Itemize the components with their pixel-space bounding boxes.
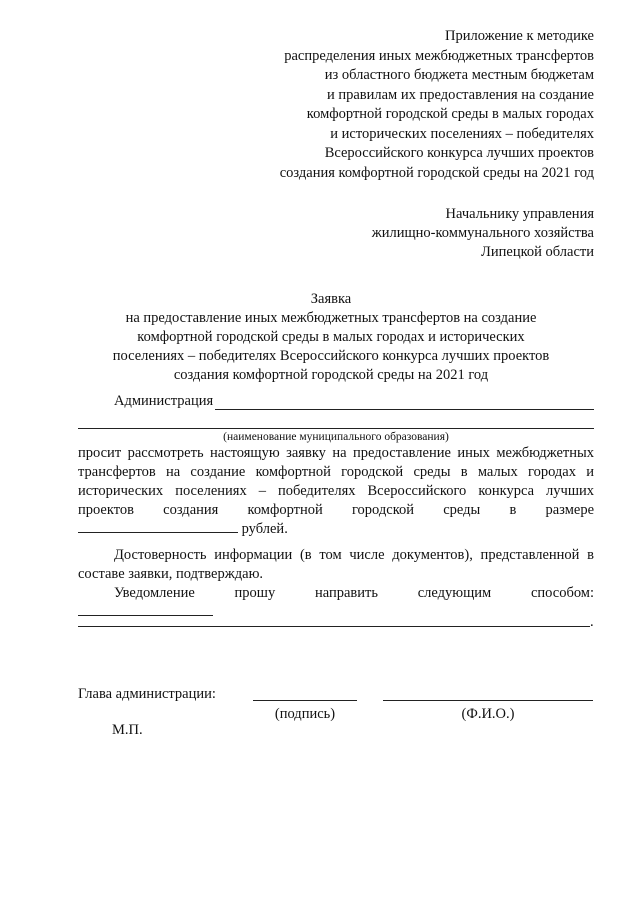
request-line: проектов создания комфортной городской среды в размере bbox=[78, 502, 594, 518]
appendix-line: комфортной городской среды в малых городах bbox=[306, 106, 594, 122]
notification-paragraph bbox=[78, 584, 594, 622]
appendix-line: Приложение к методике bbox=[445, 28, 594, 44]
request-line: исторических поселениях – победителях Всероссийского конкурса лучших bbox=[78, 483, 594, 499]
title-heading: Заявка bbox=[310, 291, 352, 307]
municipality-fill-line[interactable] bbox=[78, 428, 594, 429]
request-line: трансфертов на создание комфортной городской среды в малых городах и bbox=[78, 464, 594, 480]
appendix-line: из областного бюджета местным бюджетам bbox=[324, 67, 594, 83]
confirmation-line: составе заявки, подтверждаю. bbox=[78, 566, 264, 582]
addressee-block bbox=[372, 205, 594, 262]
notification-fill-line-long[interactable] bbox=[78, 626, 590, 627]
request-line: просит рассмотреть настоящую заявку на предоставление иных межбюджетных bbox=[78, 445, 594, 461]
name-fill-line[interactable] bbox=[383, 700, 593, 701]
addressee-line: Начальнику управления bbox=[445, 206, 594, 222]
administration-row bbox=[78, 393, 594, 410]
appendix-line: и правилам их предоставления на создание bbox=[326, 86, 594, 103]
notification-line bbox=[78, 584, 594, 603]
signature-caption: (подпись) bbox=[274, 706, 336, 722]
stamp-place-label: М.П. bbox=[112, 722, 143, 738]
request-paragraph bbox=[78, 444, 594, 539]
title-line: комфортной городской среды в малых городах и исторических bbox=[137, 329, 525, 345]
title-line: на предоставление иных межбюджетных трансфертов на создание bbox=[125, 310, 537, 326]
notification-fill-row bbox=[78, 603, 594, 622]
appendix-line: создания комфортной городской среды на 2021 год bbox=[279, 164, 594, 181]
confirmation-line: Достоверность информации (в том числе документов), представленной в bbox=[114, 547, 594, 563]
name-caption: (Ф.И.О.) bbox=[461, 706, 515, 722]
appendix-line: распределения иных межбюджетных трансфертов bbox=[284, 47, 594, 64]
notification-end-period: . bbox=[590, 614, 594, 630]
amount-suffix: рублей. bbox=[241, 521, 288, 537]
title-line: поселениях – победителях Всероссийского конкурса лучших проектов bbox=[112, 348, 550, 364]
signature-label: Глава администрации: bbox=[78, 686, 216, 702]
appendix-line: и исторических поселениях – победителях bbox=[330, 125, 594, 142]
notification-text: Уведомление прошу направить следующим способом: bbox=[114, 585, 594, 601]
confirmation-paragraph bbox=[78, 546, 594, 584]
appendix-line: Всероссийского конкурса лучших проектов bbox=[324, 145, 594, 161]
addressee-line: Липецкой области bbox=[481, 244, 594, 260]
signature-fill-line[interactable] bbox=[253, 700, 357, 701]
municipality-caption: (наименование муниципального образования) bbox=[223, 431, 449, 443]
document-title bbox=[46, 290, 616, 385]
administration-fill-line[interactable] bbox=[215, 395, 594, 410]
title-line: создания комфортной городской среды на 2021 год bbox=[173, 367, 489, 383]
notification-fill-line-short[interactable] bbox=[78, 603, 213, 616]
amount-fill-line[interactable] bbox=[78, 520, 238, 533]
appendix-note bbox=[280, 27, 594, 183]
amount-line bbox=[78, 520, 594, 539]
administration-label: Администрация bbox=[114, 393, 214, 409]
addressee-line: жилищно-коммунального хозяйства bbox=[371, 225, 594, 241]
